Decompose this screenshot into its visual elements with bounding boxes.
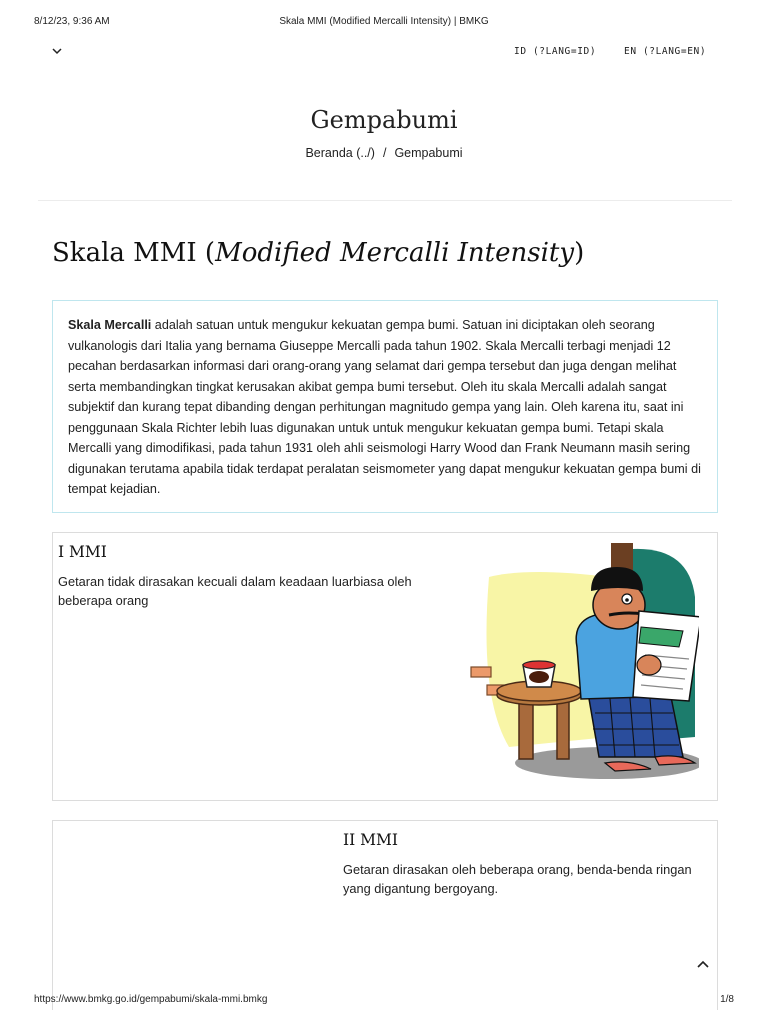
man-reading-newspaper-illustration — [459, 537, 699, 785]
mmi-level-title: I MMI — [58, 543, 107, 561]
section-title-suffix: ) — [574, 238, 585, 268]
section-title-prefix: Skala MMI ( — [52, 238, 216, 268]
divider — [38, 200, 732, 201]
section-title-italic: Modified Mercalli Intensity — [215, 238, 575, 268]
mmi-level-title: II MMI — [343, 831, 399, 849]
print-header — [0, 16, 768, 30]
intro-bold-term: Skala Mercalli — [68, 318, 152, 332]
print-page-number: 1/8 — [720, 994, 734, 1005]
print-url: https://www.bmkg.go.id/gempabumi/skala-mmi.bmkg — [34, 994, 268, 1005]
print-doc-title: Skala MMI (Modified Mercalli Intensity) | BMKG — [279, 16, 489, 27]
page-title: Gempabumi — [310, 106, 458, 134]
mmi-level-card — [52, 532, 718, 801]
breadcrumb — [0, 146, 768, 160]
breadcrumb-separator: / — [382, 146, 387, 160]
chevron-down-icon[interactable] — [50, 44, 64, 58]
intro-text: adalah satuan untuk mengukur kekuatan gempa bumi. Satuan ini diciptakan oleh seorang vulkanologis dari Italia yang bernama Giuseppe Mercalli pada tahun 1902. Skala Mercalli terbagi menjadi 12 pecahan berdasarkan informasi dari orang-orang yang selamat dari gempa tersebut dan juga dengan melihat serta membandingkan tingkat kerusakan akibat gempa bumi tersebut. Oleh itu skala Mercalli adalah sangat subjektif dan kurang tepat dibanding dengan perhitungan magnitudo gempa yang lain. Oleh karena itu, saat ini penggunaan Skala Richter lebih luas digunakan untuk untuk mengukur kekuatan gempa bumi. Tetapi skala Mercalli yang dimodifikasi, pada tahun 1931 oleh ahli seismologi Harry Wood dan Frank Neumann masih sering digunakan terutama apabila tidak terdapat peralatan seismometer yang dapat mengukur kekuatan gempa bumi di tempat kejadian. — [68, 318, 701, 496]
mmi-level-card — [52, 820, 718, 1010]
top-navigation — [0, 44, 768, 62]
mmi-level-description: Getaran dirasakan oleh beberapa orang, benda-benda ringan yang digantung bergoyang. — [343, 862, 692, 896]
section-title — [52, 238, 584, 268]
breadcrumb-home-link[interactable]: Beranda (../) — [305, 146, 375, 160]
print-footer — [0, 994, 768, 1008]
breadcrumb-current: Gempabumi — [394, 146, 463, 160]
language-id-link[interactable]: ID (?LANG=ID) — [514, 46, 597, 57]
chevron-up-icon[interactable] — [694, 956, 712, 974]
intro-box — [52, 300, 718, 513]
print-datetime: 8/12/23, 9:36 AM — [34, 16, 110, 27]
mmi-level-description: Getaran tidak dirasakan kecuali dalam keadaan luarbiasa oleh beberapa orang — [58, 574, 412, 608]
language-en-link[interactable]: EN (?LANG=EN) — [624, 46, 707, 57]
